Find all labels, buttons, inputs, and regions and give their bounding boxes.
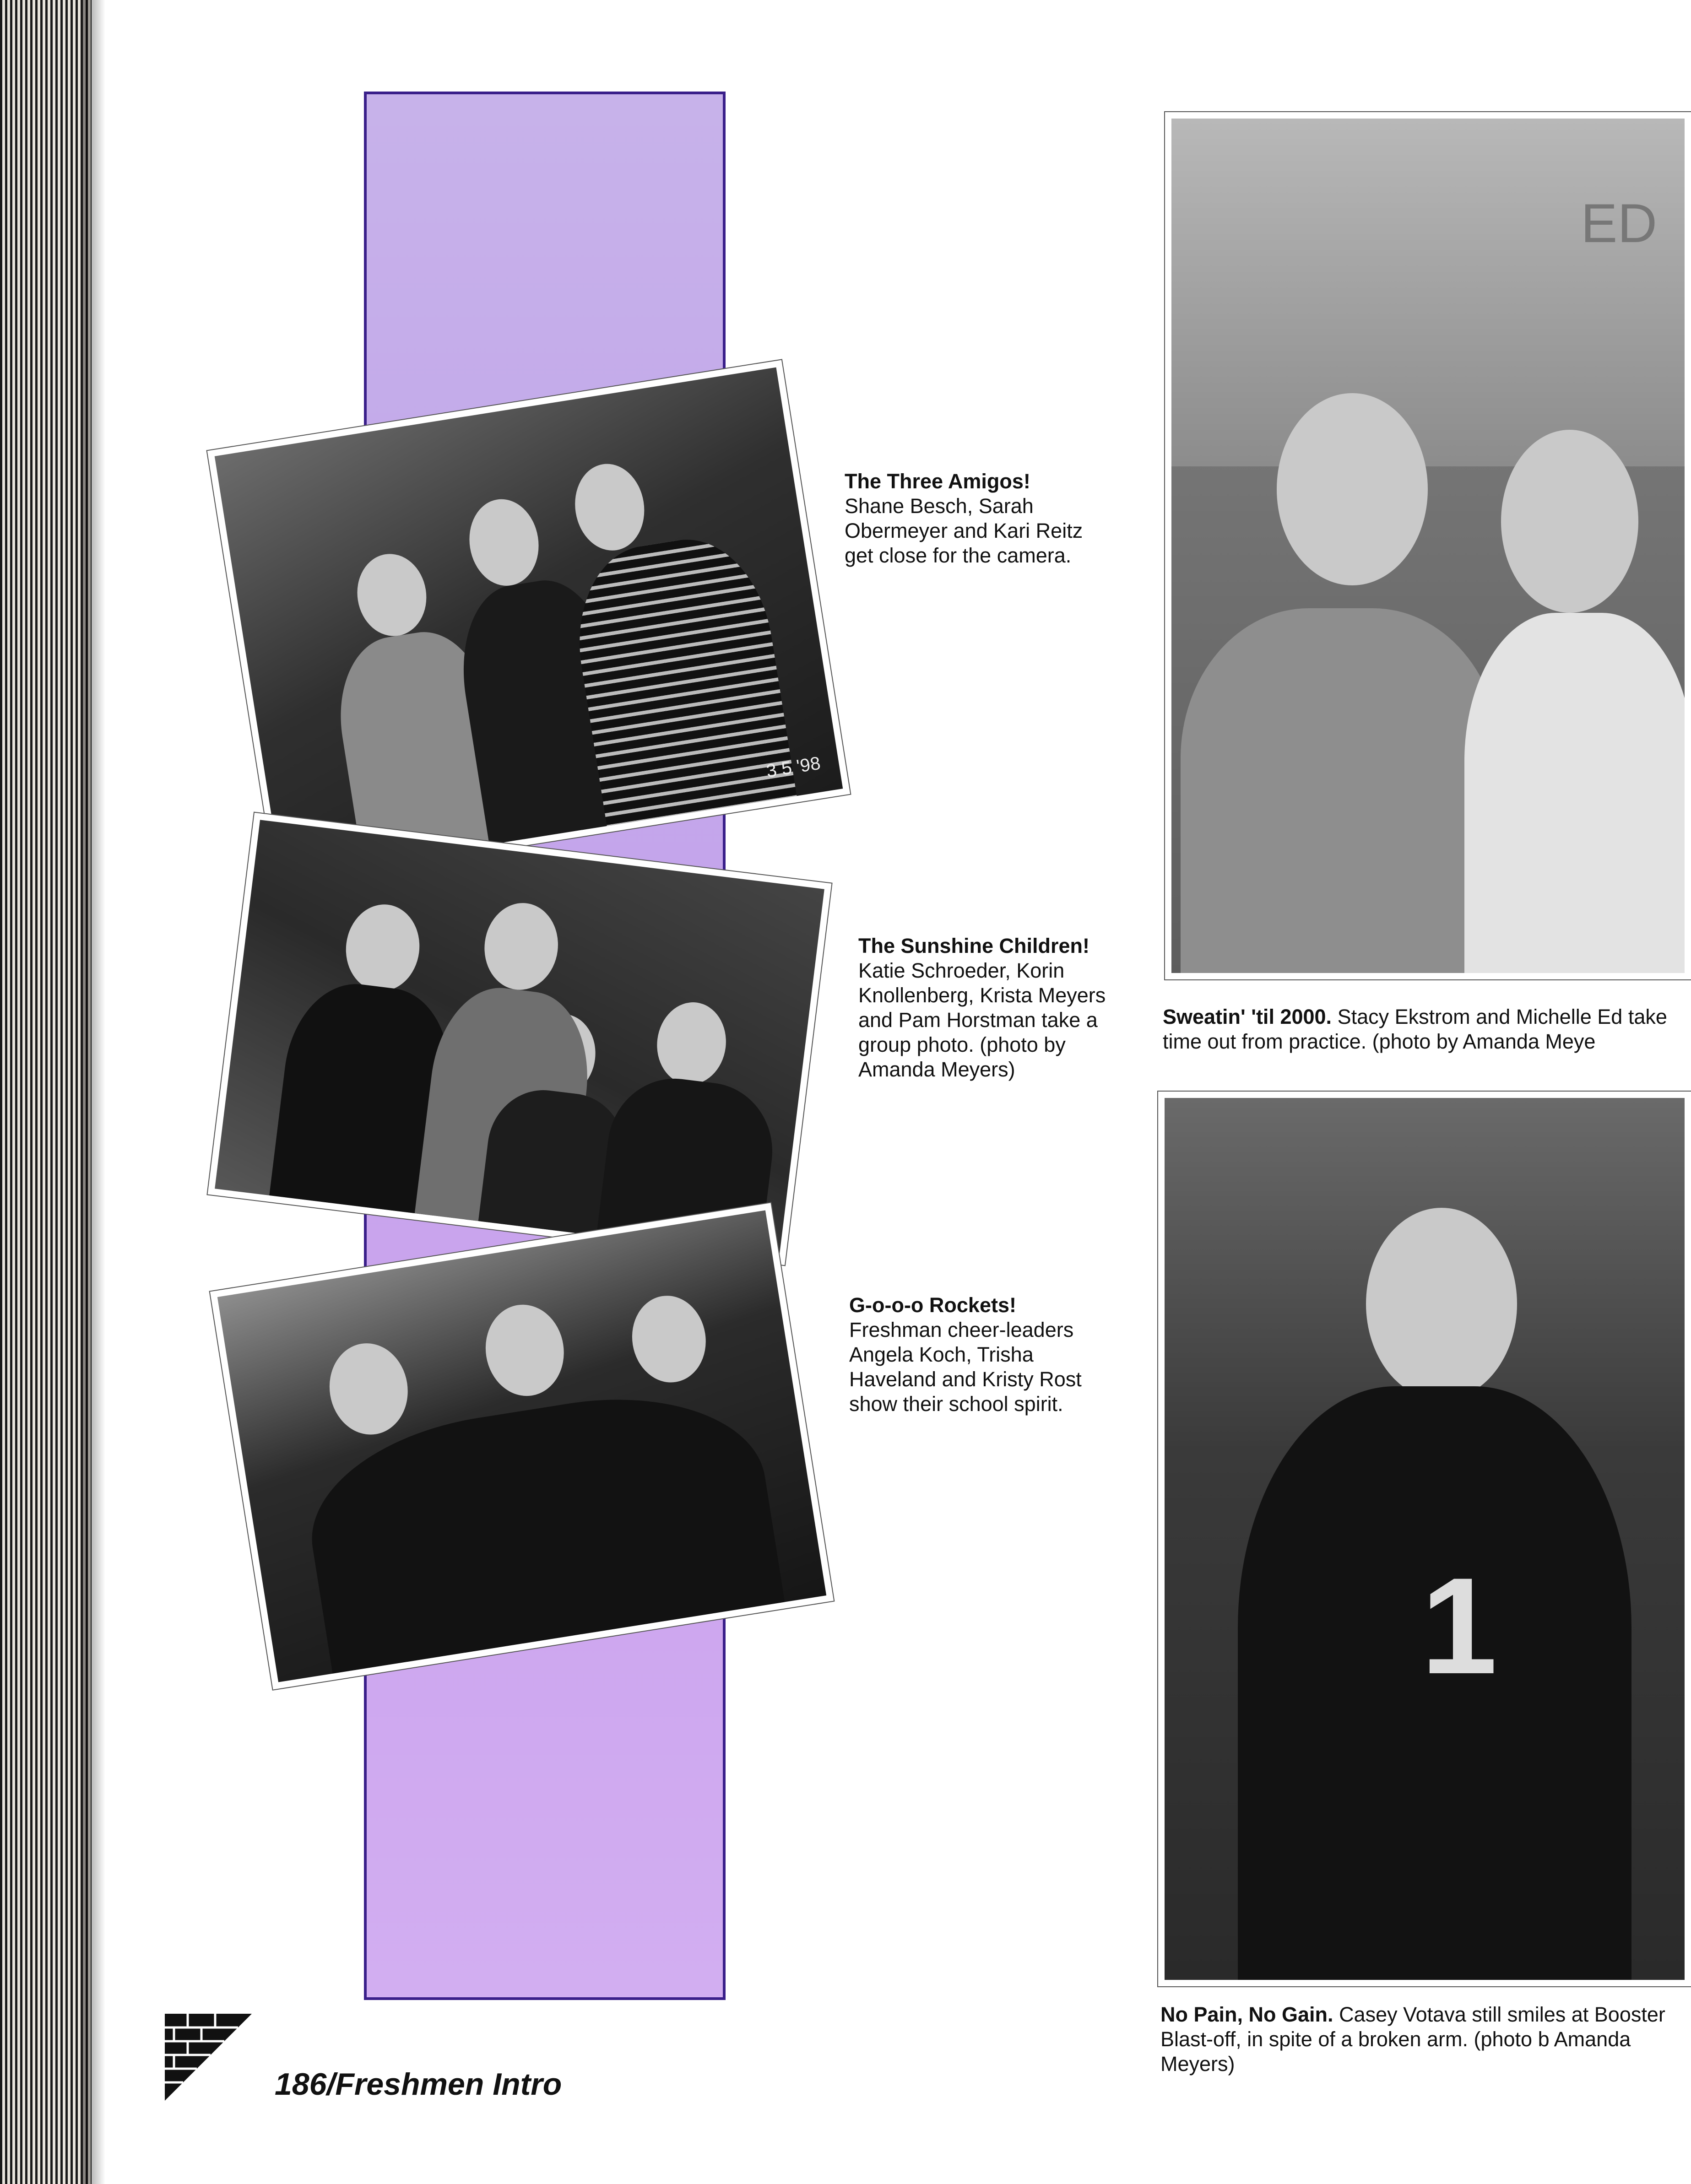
caption-title: Sweatin' 'til 2000.: [1163, 1005, 1332, 1028]
person-face: [323, 1338, 414, 1440]
person-face: [1501, 430, 1638, 613]
photo-image: [1165, 1098, 1685, 1980]
jersey-number: 1: [1421, 1549, 1497, 1703]
photo-sweatin: [1165, 112, 1691, 979]
person-face: [652, 998, 731, 1088]
person-face: [341, 900, 424, 995]
caption-body: Shane Besch, Sarah Obermeyer and Kari Reitz get close for the camera.: [845, 494, 1083, 567]
caption-sweatin: [1163, 1005, 1691, 1054]
person-face: [1277, 393, 1428, 585]
brick-wall-icon: [165, 2014, 252, 2101]
person-body: [1464, 613, 1685, 973]
caption-title: G-o-o-o Rockets!: [849, 1293, 1016, 1317]
photo-image: [215, 820, 824, 1258]
person-face: [626, 1291, 712, 1388]
photo-date-stamp: 3 5 '98: [765, 753, 822, 782]
caption-rockets: [849, 1293, 1106, 1416]
caption-sunshine-children: [858, 934, 1115, 1082]
book-binding-edge: [0, 0, 92, 2184]
person-face: [1366, 1208, 1517, 1400]
photo-three-amigos: [207, 360, 851, 885]
photo-rockets: [210, 1203, 834, 1689]
caption-three-amigos: [845, 469, 1101, 568]
caption-title: No Pain, No Gain.: [1160, 2003, 1333, 2026]
person-face: [463, 494, 545, 591]
caption-title: The Sunshine Children!: [858, 934, 1090, 957]
building-wall: [1171, 119, 1685, 466]
person-face: [352, 549, 432, 641]
caption-body: Casey Votava still smiles at Booster Blast-off, in spite of a broken arm. (photo b Amanda Meyers): [1160, 2003, 1665, 2076]
building-sign: ED: [1581, 193, 1657, 254]
photo-sunshine-children: [208, 813, 832, 1265]
page-folio: 186/Freshmen Intro: [275, 2067, 562, 2102]
caption-no-pain: [1160, 2002, 1691, 2076]
caption-body: Freshman cheer-leaders Angela Koch, Trisha Haveland and Kristy Rost show their school spirit.: [849, 1318, 1082, 1416]
photo-image: [217, 1210, 826, 1682]
person-face: [479, 1299, 570, 1401]
person-body: [1181, 608, 1501, 973]
caption-body: Stacy Ekstrom and Michelle Ed take time out from practice. (photo by Amanda Meye: [1163, 1005, 1667, 1053]
photo-image: [215, 368, 843, 878]
binding-shadow: [82, 0, 105, 2184]
caption-title: The Three Amigos!: [845, 470, 1030, 493]
photo-no-pain: [1158, 1092, 1691, 1986]
person-face: [569, 459, 650, 556]
person-face: [480, 899, 563, 994]
photo-image: [1171, 119, 1685, 973]
caption-body: Katie Schroeder, Korin Knollenberg, Krista Meyers and Pam Horstman take a group photo. (photo by Amanda Meyers): [858, 959, 1106, 1081]
